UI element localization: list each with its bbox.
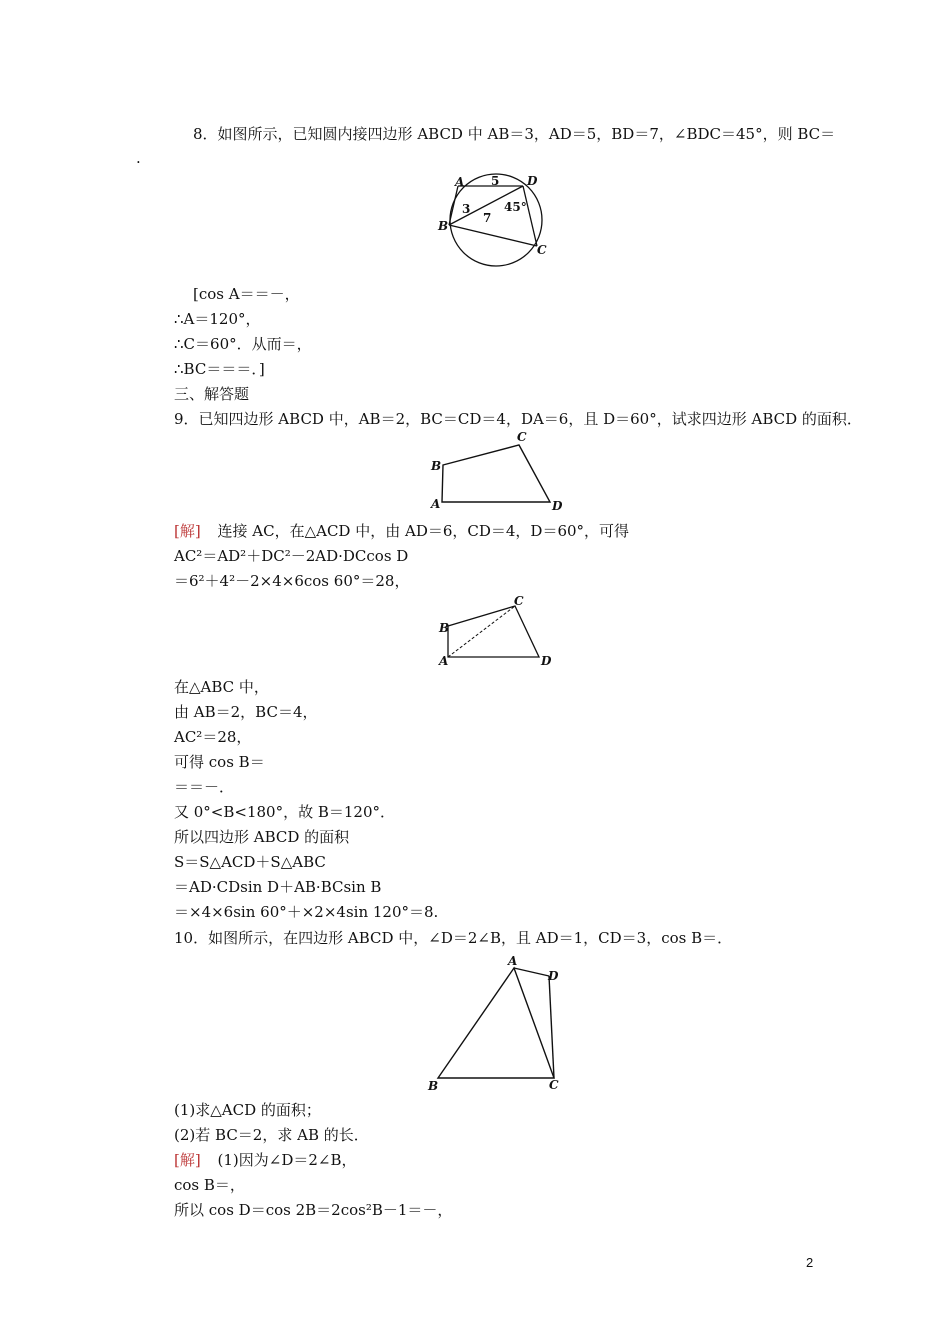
q8-label-B: B [438,219,449,233]
q9-sol-b-3: AC²＝28， [174,728,252,746]
q9-sol-b-1: 在△ABC 中， [174,678,269,696]
q10-sol-tag: [解] [174,1151,201,1169]
q8-stem: 8．如图所示，已知圆内接四边形 ABCD 中 AB＝3，AD＝5，BD＝7，∠BDC＝45°，则 BC＝ [193,125,836,143]
q9-sol-b-8: S＝S△ACD＋S△ABC [174,853,326,871]
q8-blank-end: . [136,149,141,167]
q9-figure [425,428,570,516]
q10-sol-2: 所以 cos D＝cos 2B＝2cos²B－1＝－， [174,1201,453,1219]
q9-sol-b-2: 由 AB＝2，BC＝4， [174,703,318,721]
q10-part-1: (1)求△ACD 的面积； [174,1101,321,1119]
q8-sol-line-4: ∴BC＝＝＝．] [174,360,265,378]
q9-label-D: D [552,499,563,513]
q10-stem: 10．如图所示，在四边形 ABCD 中，∠D＝2∠B，且 AD＝1，CD＝3，cos B＝． [174,929,733,947]
q9-sol-b-7: 所以四边形 ABCD 的面积 [174,828,350,846]
q9-sol-a-1: AC²＝AD²＋DC²－2AD·DCcos D [174,547,409,565]
q10-label-C: C [549,1078,559,1092]
q9-fig2-label-C: C [514,594,524,608]
page-number: 2 [806,1255,814,1270]
q9-label-C: C [517,430,527,444]
q10-part-2: (2)若 BC＝2，求 AB 的长． [174,1126,369,1144]
q9-label-A: A [431,497,441,511]
q8-label-ad: 5 [491,174,500,188]
q8-label-D: D [527,174,538,188]
q8-sol-line-1: [cos A＝＝－， [193,285,300,303]
section-heading: 三、解答题 [174,385,250,403]
q10-sol-1: cos B＝， [174,1176,245,1194]
q8-figure [430,170,560,276]
q9-label-B: B [431,459,442,473]
q9-sol-b-5: ＝＝－． [174,778,235,796]
q8-label-angle: 45° [504,200,527,214]
q9-sol-a-2: ＝6²＋4²－2×4×6cos 60°＝28， [174,572,410,590]
q8-sol-line-3: ∴C＝60°．从而＝， [174,335,312,353]
q9-sol-b-4: 可得 cos B＝ [174,753,265,771]
q9-sol-tag: [解] [174,522,201,540]
q10-sol-line-first [174,1150,356,1170]
q9-fig2-label-B: B [439,621,450,635]
q10-label-A: A [508,954,518,968]
q8-label-bd: 7 [483,211,492,225]
q9-sol-line-first [174,521,629,541]
q8-label-C: C [537,243,547,257]
q10-sol-first-text: (1)因为∠D＝2∠B， [217,1151,357,1169]
q10-label-B: B [428,1079,439,1093]
q9-sol-b-6: 又 0°<B<180°，故 B＝120°． [174,803,396,821]
q9-figure-2 [436,594,558,672]
q10-figure [422,952,568,1094]
q9-sol-b-10: ＝×4×6sin 60°＋×2×4sin 120°＝8. [174,903,439,921]
q8-sol-line-2: ∴A＝120°， [174,310,261,328]
q8-label-ab: 3 [462,202,471,216]
q9-stem: 9．已知四边形 ABCD 中，AB＝2，BC＝CD＝4，DA＝6，且 D＝60°，试求四边形 ABCD 的面积． [174,410,862,428]
q9-fig2-label-A: A [439,654,449,668]
q9-sol-first-text: 连接 AC，在△ACD 中，由 AD＝6，CD＝4，D＝60°，可得 [217,522,630,540]
q9-sol-b-9: ＝AD·CDsin D＋AB·BCsin B [174,878,382,896]
q8-label-A: A [455,175,465,189]
q10-label-D: D [548,969,559,983]
q9-fig2-label-D: D [541,654,552,668]
